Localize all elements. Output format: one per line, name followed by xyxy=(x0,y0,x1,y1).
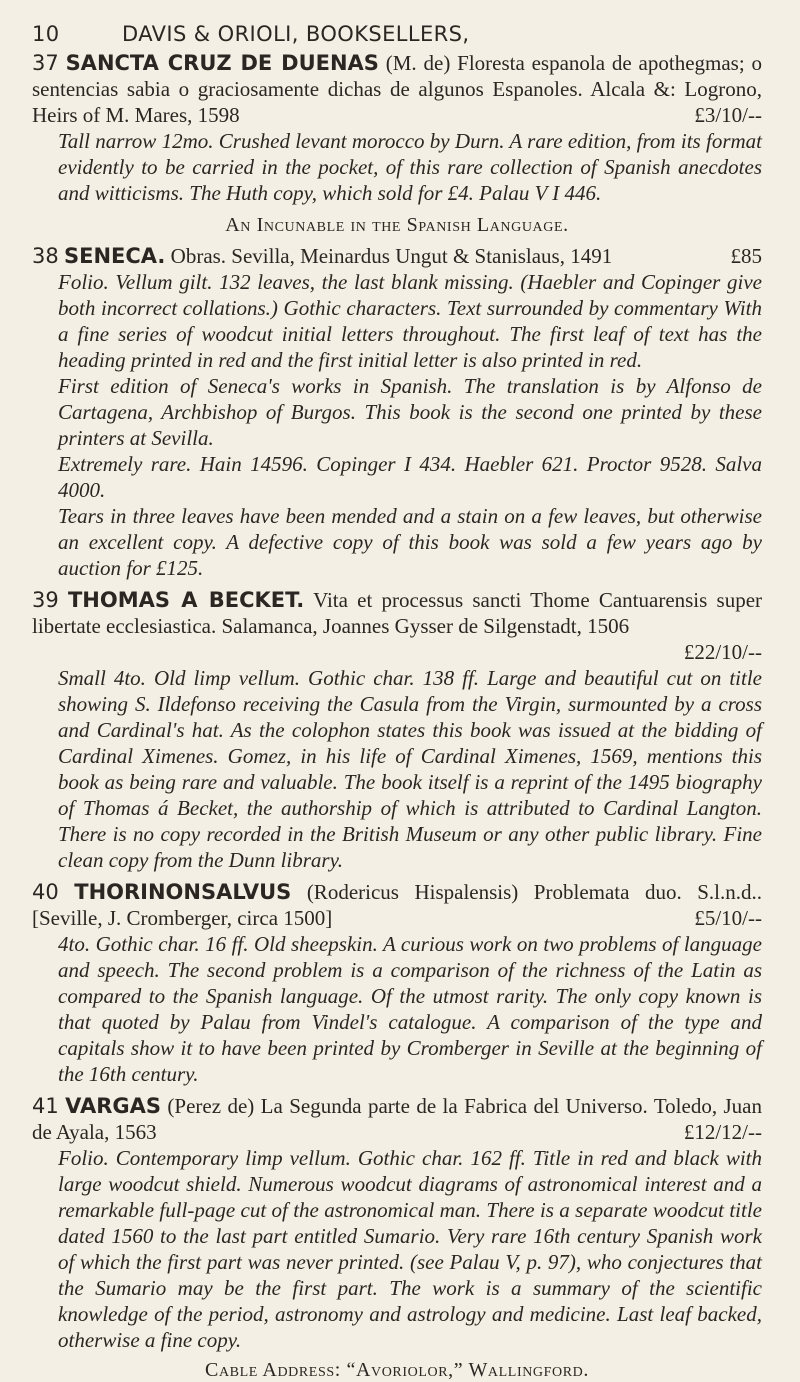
entry-heading: SANCTA CRUZ DE DUENAS xyxy=(65,51,379,75)
entry-price: £22/10/-- xyxy=(683,640,762,664)
entry-description: (M. de) Floresta espanola de apothegmas; o sentencias sabia o graciosamente dichas de algunos Espanoles. Alcala &: Logrono, Heirs of M. Mares, 1598 xyxy=(32,51,762,127)
entry-number: 40 xyxy=(32,880,59,904)
catalogue-entry xyxy=(32,1093,762,1353)
catalogue-entry xyxy=(32,587,762,873)
entry-note: Small 4to. Old limp vellum. Gothic char. 138 ff. Large and beautiful cut on title showing S. Ildefonso receiving the Casula from the Virgin, surmounted by a cross and Cardinal's hat. As the colophon states this book was issued at the bidding of Cardinal Ximenes. Gomez, in his life of Cardinal Ximenes, 1569, mentions this book as being rare and valuable. The book itself is a reprint of the 1495 biography of Thomas á Becket, the authorship of which is attributed to Cardinal Langton. There is no copy recorded in the British Museum or any other public library. Fine clean copy from the Dunn library. xyxy=(58,666,762,872)
entry-description: Obras. Sevilla, Meinardus Ungut & Stanislaus, 1491 xyxy=(170,244,613,268)
entry-note: First edition of Seneca's works in Spanish. The translation is by Alfonso de Cartagena, Archbishop of Burgos. This book is the second one printed by these printers at Sevilla. xyxy=(58,374,762,450)
entries-list xyxy=(32,50,762,1353)
entry-number: 39 xyxy=(32,588,59,612)
page-number: 10 xyxy=(32,22,60,46)
entry-price: £3/10/-- xyxy=(694,103,762,127)
entry-description: (Perez de) La Segunda parte de la Fabrica del Universo. Toledo, Juan de Ayala, 1563 xyxy=(32,1094,762,1144)
entry-number: 41 xyxy=(32,1094,59,1118)
entry-note: Extremely rare. Hain 14596. Copinger I 434. Haebler 621. Proctor 9528. Salva 4000. xyxy=(58,452,762,502)
section-caption: An Incunable in the Spanish Language. xyxy=(225,214,569,236)
entry-note: Folio. Vellum gilt. 132 leaves, the last blank missing. (Haebler and Copinger give both incorrect collations.) Gothic characters. Text surrounded by commentary With a fine series of woodcut initial letters throughout. The first leaf of text has the heading printed in red and the first initial letter is also printed in red. xyxy=(58,270,762,372)
entry-price: £85 xyxy=(730,244,762,268)
entry-heading: THOMAS A BECKET. xyxy=(67,588,305,612)
entry-lead xyxy=(32,879,762,931)
entry-number: 38 xyxy=(32,244,59,268)
entry-note: Folio. Contemporary limp vellum. Gothic char. 162 ff. Title in red and black with large woodcut shield. Numerous woodcut diagrams of astronomical interest and a remarkable full-page cut of the astronomical man. There is a separate woodcut title dated 1560 to the last part entitled Sumario. Very rare 16th century Spanish work of which the first part was never printed. (see Palau V, p. 97), who conjectures that the Sumario may be the first part. The work is a summary of the scientific knowledge of the period, astronomy and astrology and medicine. Last leaf backed, otherwise a fine copy. xyxy=(58,1146,762,1352)
page-header xyxy=(32,22,762,46)
catalogue-entry xyxy=(32,50,762,237)
cable-address: Cable Address: “Avoriolor,” Wallingford. xyxy=(205,1359,589,1381)
entry-heading: SENECA. xyxy=(63,244,166,268)
running-title: DAVIS & ORIOLI, BOOKSELLERS, xyxy=(122,22,470,46)
entry-lead xyxy=(32,587,762,639)
entry-lead xyxy=(32,243,762,269)
entry-heading: THORINONSALVUS xyxy=(74,880,292,904)
entry-note: Tears in three leaves have been mended and a stain on a few leaves, but otherwise an excellent copy. A defective copy of this book was sold a few years ago by auction for £125. xyxy=(58,504,762,580)
entry-price: £12/12/-- xyxy=(683,1120,762,1144)
entry-number: 37 xyxy=(32,51,59,75)
entry-heading: VARGAS xyxy=(65,1094,162,1118)
entry-note: Tall narrow 12mo. Crushed levant morocco by Durn. A rare edition, from its format evidently to be carried in the pocket, of this rare collection of Spanish anecdotes and witticisms. The Huth copy, which sold for £4. Palau V I 446. xyxy=(58,129,762,205)
entry-note: 4to. Gothic char. 16 ff. Old sheepskin. A curious work on two problems of language and speech. The second problem is a comparison of the richness of the Latin as compared to the Spanish language. Of the utmost rarity. The only copy known is that quoted by Palau from Vindel's catalogue. A comparison of the type and capitals show it to have been printed by Cromberger in Seville at the beginning of the 16th century. xyxy=(58,932,762,1086)
entry-description: Vita et processus sancti Thome Cantuarensis super libertate ecclesiastica. Salamanca, Joannes Gysser de Silgenstadt, 1506 xyxy=(32,588,763,638)
entry-lead xyxy=(32,50,762,128)
catalogue-entry xyxy=(32,879,762,1087)
catalogue-entry xyxy=(32,243,762,581)
entry-lead xyxy=(32,1093,762,1145)
entry-description: (Rodericus Hispalensis) Problemata duo. S.l.n.d.. [Seville, J. Cromberger, circa 1500] xyxy=(32,880,762,930)
entry-price: £5/10/-- xyxy=(694,906,762,930)
